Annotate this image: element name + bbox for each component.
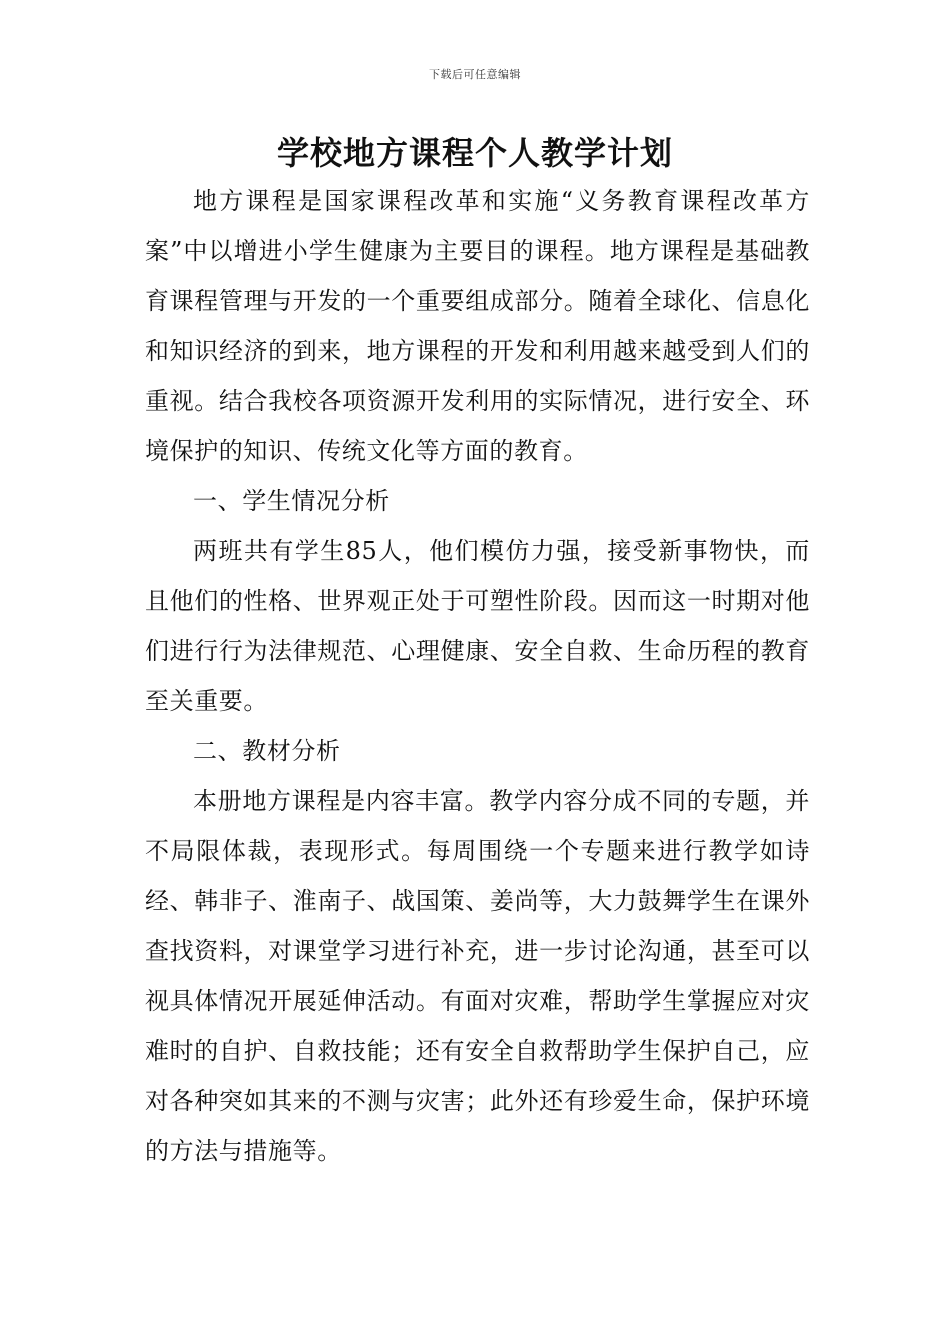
header-note: 下载后可任意编辑 — [429, 68, 521, 81]
student-analysis-paragraph: 两班共有学生85人，他们模仿力强，接受新事物快，而且他们的性格、世界观正处于可塑性阶段。因而这一时期对他们进行行为法律规范、心理健康、安全自救、生命历程的教育至关重要。 — [145, 537, 810, 715]
section-heading-textbook-analysis: 二、教材分析 — [193, 737, 341, 765]
document-body — [145, 176, 810, 1176]
textbook-analysis-paragraph: 本册地方课程是内容丰富。教学内容分成不同的专题，并不局限体裁，表现形式。每周围绕一个专题来进行教学如诗经、韩非子、淮南子、战国策、姜尚等，大力鼓舞学生在课外查找资料，对课堂学习进行补充，进一步讨论沟通，甚至可以视具体情况开展延伸活动。有面对灾难，帮助学生掌握应对灾难时的自护、自救技能；还有安全自救帮助学生保护自己，应对各种突如其来的不测与灾害；此外还有珍爱生命，保护环境的方法与措施等。 — [145, 787, 810, 1165]
document-title: 学校地方课程个人教学计划 — [276, 134, 673, 172]
section-heading-student-analysis: 一、学生情况分析 — [193, 487, 390, 515]
intro-paragraph: 地方课程是国家课程改革和实施“义务教育课程改革方案”中以增进小学生健康为主要目的课程。地方课程是基础教育课程管理与开发的一个重要组成部分。随着全球化、信息化和知识经济的到来，地方课程的开发和利用越来越受到人们的重视。结合我校各项资源开发利用的实际情况，进行安全、环境保护的知识、传统文化等方面的教育。 — [145, 187, 810, 465]
